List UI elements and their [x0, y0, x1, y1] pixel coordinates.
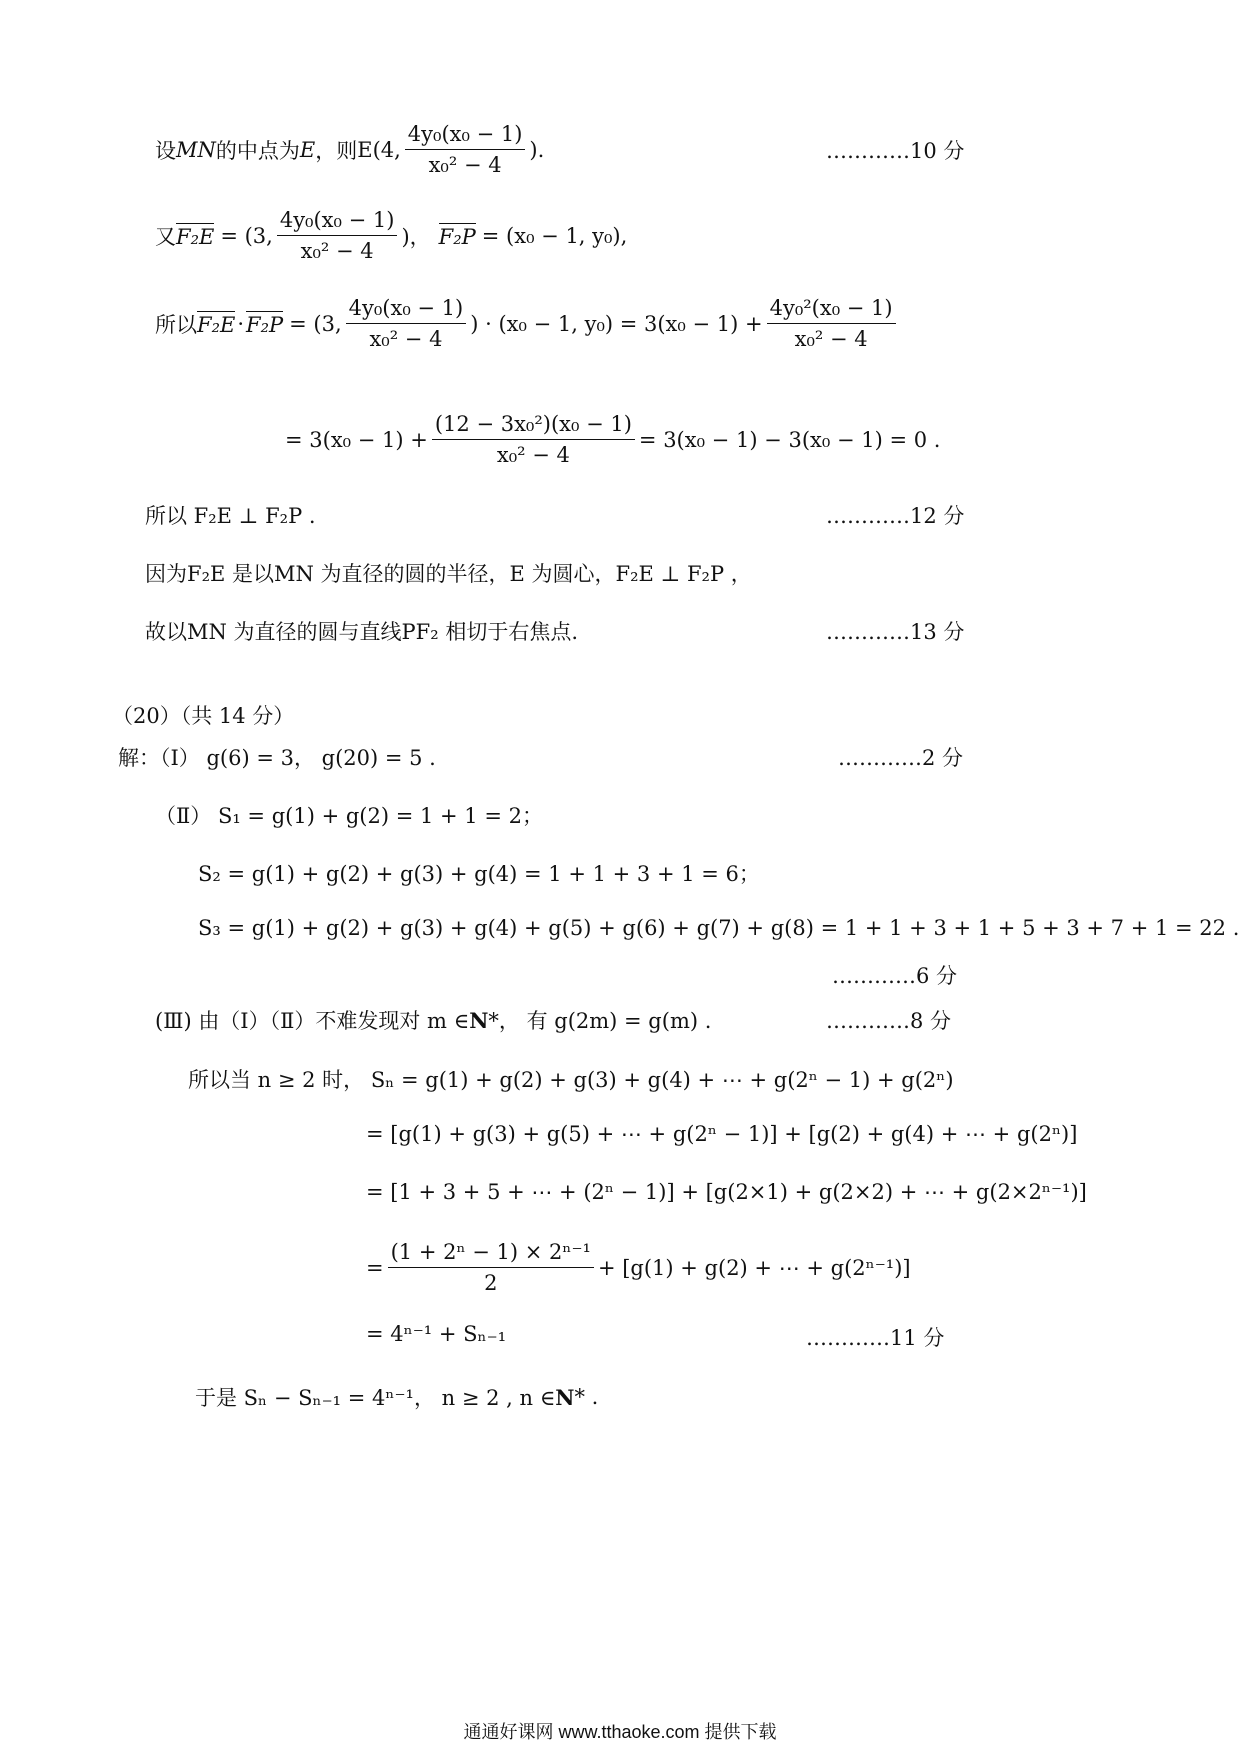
text: *， 有 g(2m) = g(m) . [488, 1009, 712, 1033]
text: (Ⅲ) 由（Ⅰ）（Ⅱ）不难发现对 m ∈ [155, 1009, 470, 1033]
math-expr: ) · (x₀ − 1, y₀) = 3(x₀ − 1) + [470, 311, 763, 336]
text: 设 [155, 138, 176, 163]
numerator: 4y₀(x₀ − 1) [405, 122, 526, 150]
math-mn: MN [176, 137, 216, 162]
vector-f2e: F₂E [197, 312, 236, 337]
natural-numbers-symbol: N [555, 1384, 575, 1410]
text: * . [574, 1385, 599, 1409]
line-conclusion: 故以MN 为直径的圆与直线PF₂ 相切于右焦点. [145, 620, 579, 644]
math-e: E [299, 137, 316, 162]
text: 又 [155, 224, 176, 249]
line-discovery [155, 1005, 711, 1035]
line-sn-step3 [366, 1240, 911, 1295]
vector-f2p: F₂P [246, 312, 284, 337]
numerator: 4y₀²(x₀ − 1) [767, 296, 896, 324]
math-expr: )， [401, 224, 431, 249]
problem-20-header: （20）（共 14 分） [112, 704, 295, 728]
line-perpendicular: 所以 F₂E ⊥ F₂P . [145, 504, 316, 528]
text: 于是 Sₙ − Sₙ₋₁ = 4ⁿ⁻¹， n ≥ 2 , n ∈ [195, 1386, 556, 1410]
math-expr: ). [529, 137, 545, 162]
numerator: (1 + 2ⁿ − 1) × 2ⁿ⁻¹ [388, 1240, 594, 1268]
math-expr: = [366, 1255, 384, 1280]
line-because: 因为F₂E 是以MN 为直径的圆的半径，E 为圆心，F₂E ⊥ F₂P ， [145, 562, 752, 586]
numerator: 4y₀(x₀ − 1) [277, 208, 398, 236]
line-recurrence [195, 1382, 598, 1412]
denominator: 2 [484, 1271, 498, 1295]
numerator: (12 − 3x₀²)(x₀ − 1) [432, 412, 635, 440]
score-2: …………2 分 [838, 746, 964, 770]
math-expr: E(4, [357, 137, 401, 162]
line-sn-step2: = [1 + 3 + 5 + ⋯ + (2ⁿ − 1)] + [g(2×1) + g(2×2) + ⋯ + g(2×2ⁿ⁻¹)] [366, 1180, 1087, 1204]
line-sn-def: 所以当 n ≥ 2 时， Sₙ = g(1) + g(2) + g(3) + g(4) + ⋯ + g(2ⁿ − 1) + g(2ⁿ) [188, 1068, 954, 1092]
score-10: …………10 分 [826, 139, 965, 163]
denominator: x₀² − 4 [428, 153, 502, 177]
dot-operator: · [237, 311, 245, 336]
text: ，则 [315, 138, 358, 163]
math-expr: = (x₀ − 1, y₀), [481, 223, 628, 248]
math-expr: = (3, [289, 311, 342, 336]
line-dot-product [155, 296, 900, 351]
line-sn-step1: = [g(1) + g(3) + g(5) + ⋯ + g(2ⁿ − 1)] + [g(2) + g(4) + ⋯ + g(2ⁿ)] [366, 1122, 1078, 1146]
score-8: …………8 分 [826, 1009, 952, 1033]
line-sn-step4: = 4ⁿ⁻¹ + Sₙ₋₁ [366, 1322, 507, 1346]
line-s2: S₂ = g(1) + g(2) + g(3) + g(4) = 1 + 1 + 3 + 1 = 6； [198, 862, 760, 886]
fraction [346, 296, 467, 351]
math-expr: + [g(1) + g(2) + ⋯ + g(2ⁿ⁻¹)] [597, 1255, 911, 1280]
math-expr: = 3(x₀ − 1) + [285, 427, 428, 452]
line-s1: （Ⅱ） S₁ = g(1) + g(2) = 1 + 1 = 2； [155, 804, 543, 828]
denominator: x₀² − 4 [794, 327, 868, 351]
line-solution-1: 解：（Ⅰ） g(6) = 3， g(20) = 5 . [118, 746, 436, 770]
natural-numbers-symbol: N [469, 1007, 489, 1033]
fraction [405, 122, 526, 177]
score-11: …………11 分 [806, 1326, 945, 1350]
denominator: x₀² − 4 [300, 239, 374, 263]
text: 所以 [155, 312, 197, 337]
line-midpoint-e [155, 122, 544, 177]
page-footer: 通通好课网 www.tthaoke.com 提供下载 [463, 1722, 777, 1742]
fraction [432, 412, 635, 467]
denominator: x₀² − 4 [369, 327, 443, 351]
text: 的中点为 [215, 138, 300, 163]
fraction [388, 1240, 594, 1295]
denominator: x₀² − 4 [496, 443, 570, 467]
vector-f2e: F₂E [176, 224, 215, 249]
fraction [277, 208, 398, 263]
score-6: …………6 分 [832, 964, 958, 988]
score-12: …………12 分 [826, 504, 965, 528]
vector-f2p: F₂P [438, 224, 476, 249]
numerator: 4y₀(x₀ − 1) [346, 296, 467, 324]
math-expr: = (3, [220, 223, 273, 248]
line-vector-f2e [155, 208, 627, 263]
line-s3: S₃ = g(1) + g(2) + g(3) + g(4) + g(5) + g(6) + g(7) + g(8) = 1 + 1 + 3 + 1 + 5 + 3 + 7 + 1 = 22 . [198, 916, 1240, 940]
fraction [767, 296, 896, 351]
math-expr: = 3(x₀ − 1) − 3(x₀ − 1) = 0 . [638, 427, 941, 452]
line-simplify [285, 412, 940, 467]
score-13: …………13 分 [826, 620, 965, 644]
